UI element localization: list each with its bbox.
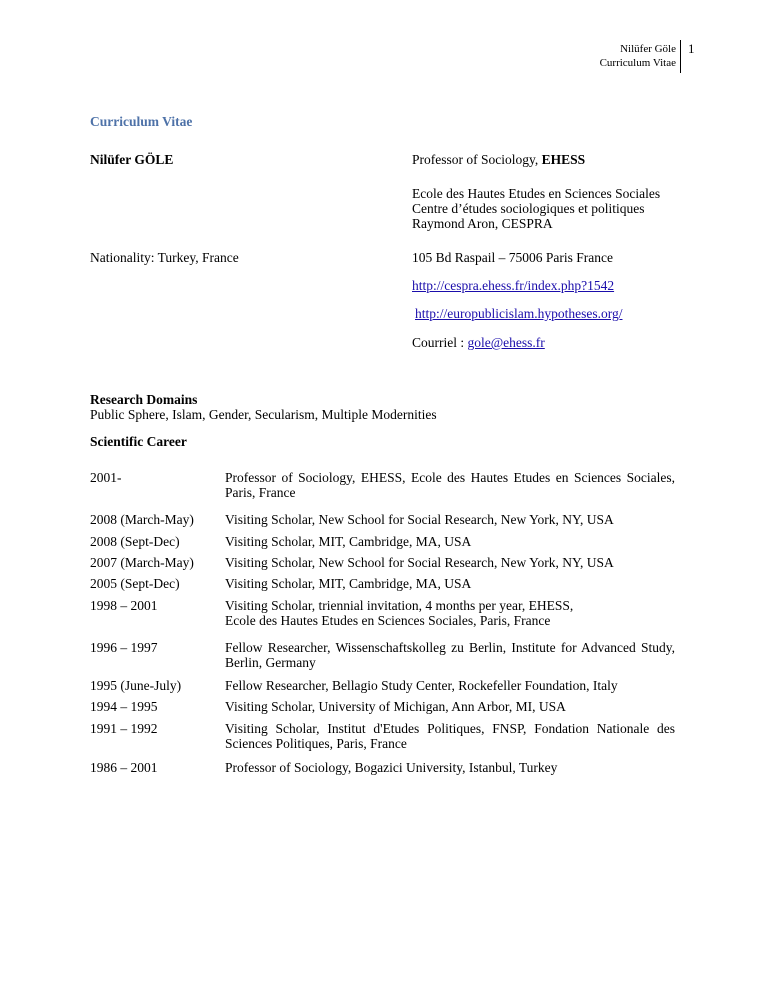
career-desc: Fellow Researcher, Wissenschaftskolleg zu Berlin, Institute for Advanced Study, Berlin, Germany [225,640,675,670]
career-year: 1995 (June-July) [90,678,182,693]
career-year: 2008 (March-May) [90,512,194,527]
position-prefix: Professor of Sociology, [412,152,542,167]
document-title: Curriculum Vitae [90,114,193,129]
career-year: 2005 (Sept-Dec) [90,576,180,591]
career-year: 2001- [90,470,122,485]
career-desc: Visiting Scholar, MIT, Cambridge, MA, USA [225,576,472,591]
career-desc: Visiting Scholar, MIT, Cambridge, MA, USA [225,534,472,549]
career-desc: Fellow Researcher, Bellagio Study Center, Rockefeller Foundation, Italy [225,678,618,693]
research-text: Public Sphere, Islam, Gender, Secularism, Multiple Modernities [90,407,437,422]
running-header [476,42,676,70]
position-org: EHESS [541,152,586,167]
career-desc: Visiting Scholar, Institut d'Etudes Politiques, FNSP, Fondation Nationale des Sciences Politiques, Paris, France [225,721,675,751]
europublicislam-link[interactable]: http://europublicislam.hypotheses.org/ [415,306,623,321]
career-desc: Professor of Sociology, Bogazici University, Istanbul, Turkey [225,760,558,775]
position-title [412,152,585,167]
career-desc: Visiting Scholar, New School for Social Research, New York, NY, USA [225,512,614,527]
career-year: 2007 (March-May) [90,555,194,570]
career-desc-line: Visiting Scholar, triennial invitation, 4 months per year, EHESS, [225,598,574,613]
person-name: Nilüfer GÖLE [90,152,174,167]
header-name: Nilüfer Göle [620,43,676,55]
contact-line [412,335,545,350]
career-desc: Visiting Scholar, New School for Social Research, New York, NY, USA [225,555,614,570]
institution-line: Centre d’études sociologiques et politiques [412,201,645,216]
research-heading: Research Domains [90,392,198,407]
email-link[interactable]: gole@ehess.fr [467,335,545,350]
career-year: 1994 – 1995 [90,699,158,714]
career-desc-line: Ecole des Hautes Etudes en Sciences Sociales, Paris, France [225,613,551,628]
institution-block [412,186,660,231]
contact-label: Courriel : [412,335,468,350]
career-desc: Visiting Scholar, University of Michigan, Ann Arbor, MI, USA [225,699,566,714]
career-year: 1996 – 1997 [90,640,158,655]
career-year: 1998 – 2001 [90,598,158,613]
institution-line: Raymond Aron, CESPRA [412,216,553,231]
career-heading: Scientific Career [90,434,187,449]
header-divider [680,40,681,73]
career-year: 1986 – 2001 [90,760,158,775]
career-desc: Professor of Sociology, EHESS, Ecole des Hautes Etudes en Sciences Sociales, Paris, France [225,470,675,500]
cespra-link[interactable]: http://cespra.ehess.fr/index.php?1542 [412,278,615,293]
career-desc [225,598,675,628]
header-doc-title: Curriculum Vitae [599,57,676,69]
career-year: 2008 (Sept-Dec) [90,534,180,549]
institution-line: Ecole des Hautes Etudes en Sciences Sociales [412,186,661,201]
career-year: 1991 – 1992 [90,721,158,736]
address: 105 Bd Raspail – 75006 Paris France [412,250,613,265]
nationality: Nationality: Turkey, France [90,250,239,265]
page-number: 1 [688,41,695,56]
